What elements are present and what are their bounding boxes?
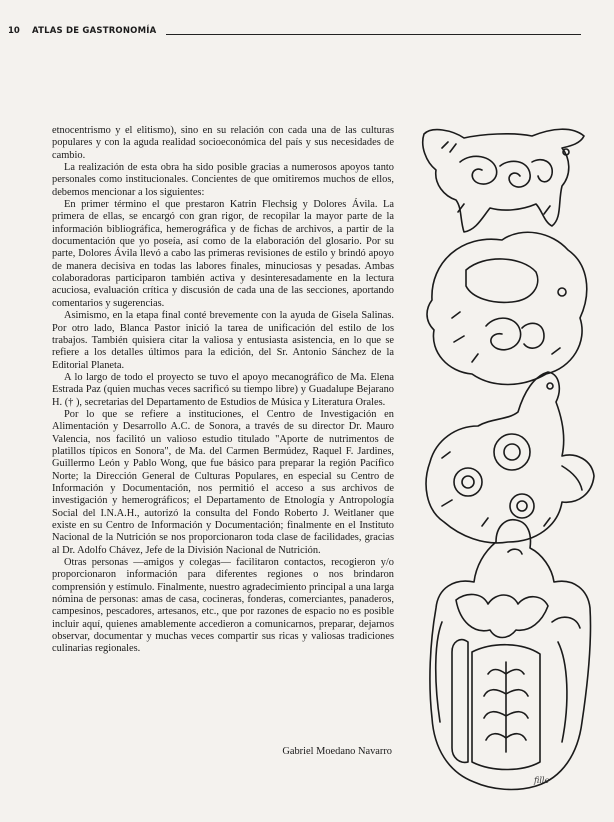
- bird-seal-figure: [426, 372, 594, 543]
- paragraph: A lo largo de todo el proyecto se tuvo el apoyo mecanográfico de Ma. Elena Estrada Paz (quien muchas veces sacrificó su tiempo libre) y Guadalupe Bejarano H. († ), secretarias del Departamento de Estudios de Música y Literatura Orales.: [52, 371, 394, 408]
- paragraph: Asimismo, en la etapa final conté brevemente con la ayuda de Gisela Salinas. Por otro lado, Blanca Pastor inició la tarea de unificación del estilo de los trabajos. También quisiera citar la valiosa y entusiasta asistencia, en lo que se refiere a los detalles últimos para la edición, del Sr. Antonio Sánchez de la Editorial Planeta.: [52, 310, 394, 371]
- paragraph: En primer término el que prestaron Katrin Flechsig y Dolores Ávila. La primera de ellas, se encargó con gran rigor, de recopilar la mayor parte de la información bibliográfica, hemerográfica y de fichas de archivos, a partir de la documentación que yo poseía, así como de la elaboración del glosario. Por su parte, Dolores Ávila llevó a cabo las primeras revisiones de estilo y brindó apoyo de manera decisiva en todas las labores finales, minuciosas y pesadas. Ambas colaboradoras participaron también activa y desinteresadamente en la lectura acuciosa, evaluación crítica y discusión de cada una de las secciones, aportando comentarios y sugerencias.: [52, 199, 394, 309]
- animal-seal-figure: [423, 129, 584, 232]
- paragraph: La realización de esta obra ha sido posible gracias a numerosos apoyos tanto personales como institucionales. Concientes de que omitiremos muchos de ellos, debemos mencionar a los siguientes:: [52, 162, 394, 198]
- human-plant-seal-figure: [430, 520, 591, 790]
- signature: Gabriel Moedano Navarro: [282, 746, 392, 757]
- page-number: 10: [8, 26, 20, 36]
- running-header: [0, 22, 614, 42]
- pre-hispanic-seal-illustration: [412, 122, 602, 812]
- artist-signature: fille: [534, 776, 550, 785]
- round-seal-figure: [427, 232, 587, 384]
- body-text: [52, 125, 394, 656]
- running-title: ATLAS DE GASTRONOMÍA: [32, 26, 157, 36]
- paragraph: Otras personas —amigos y colegas— facilitaron contactos, recogieron y/o proporcionaron información para diferentes regiones o nos brindaron comprensión y estímulo. Finalmente, nuestro agradecimiento principal a una larga nómina de personas: amas de casa, cocineras, fonderas, comerciantes, panaderos, campesinos, pescadores, artesanos, etc., que por razones de espacio no es posible incluir aquí, quienes amablemente accedieron a comunicarnos, preparar, dejarnos observar, documentar y muchas veces compartir sus ricas y valiosas tradiciones culinarias regionales.: [52, 557, 394, 655]
- header-rule: [166, 34, 581, 35]
- paragraph: etnocentrismo y el elitismo), sino en su relación con cada una de las culturas populares y con la aguda realidad socioeconómica del país y sus necesidades de cambio.: [52, 125, 394, 161]
- paragraph: Por lo que se refiere a instituciones, el Centro de Investigación en Alimentación y Desarrollo A.C. de Sonora, a través de su director Dr. Mauro Valencia, nos facilitó un valioso estudio titulado "Aporte de nutrimentos de platillos típicos en Sonora", de Ma. del Carmen Bermúdez, Raquel F. Jardines, Guillermo León y Pablo Wong, que fue básico para preparar la región Pacífico Norte; la Dirección General de Culturas Populares, en especial su Centro de Información y Documentación, nos permitió el acceso a sus archivos de investigación y hemerográficos; el Departamento de Etnología y Antropología Social del I.N.A.H., autorizó la consulta del Fondo Roberto J. Weitlaner que existe en su Centro de Información y Documentación; finalmente en el Instituto Nacional de la Nutrición se nos proporcionaron toda clase de facilidades, gracias al Dr. Adolfo Chávez, Jefe de la División Nacional de Nutrición.: [52, 408, 394, 556]
